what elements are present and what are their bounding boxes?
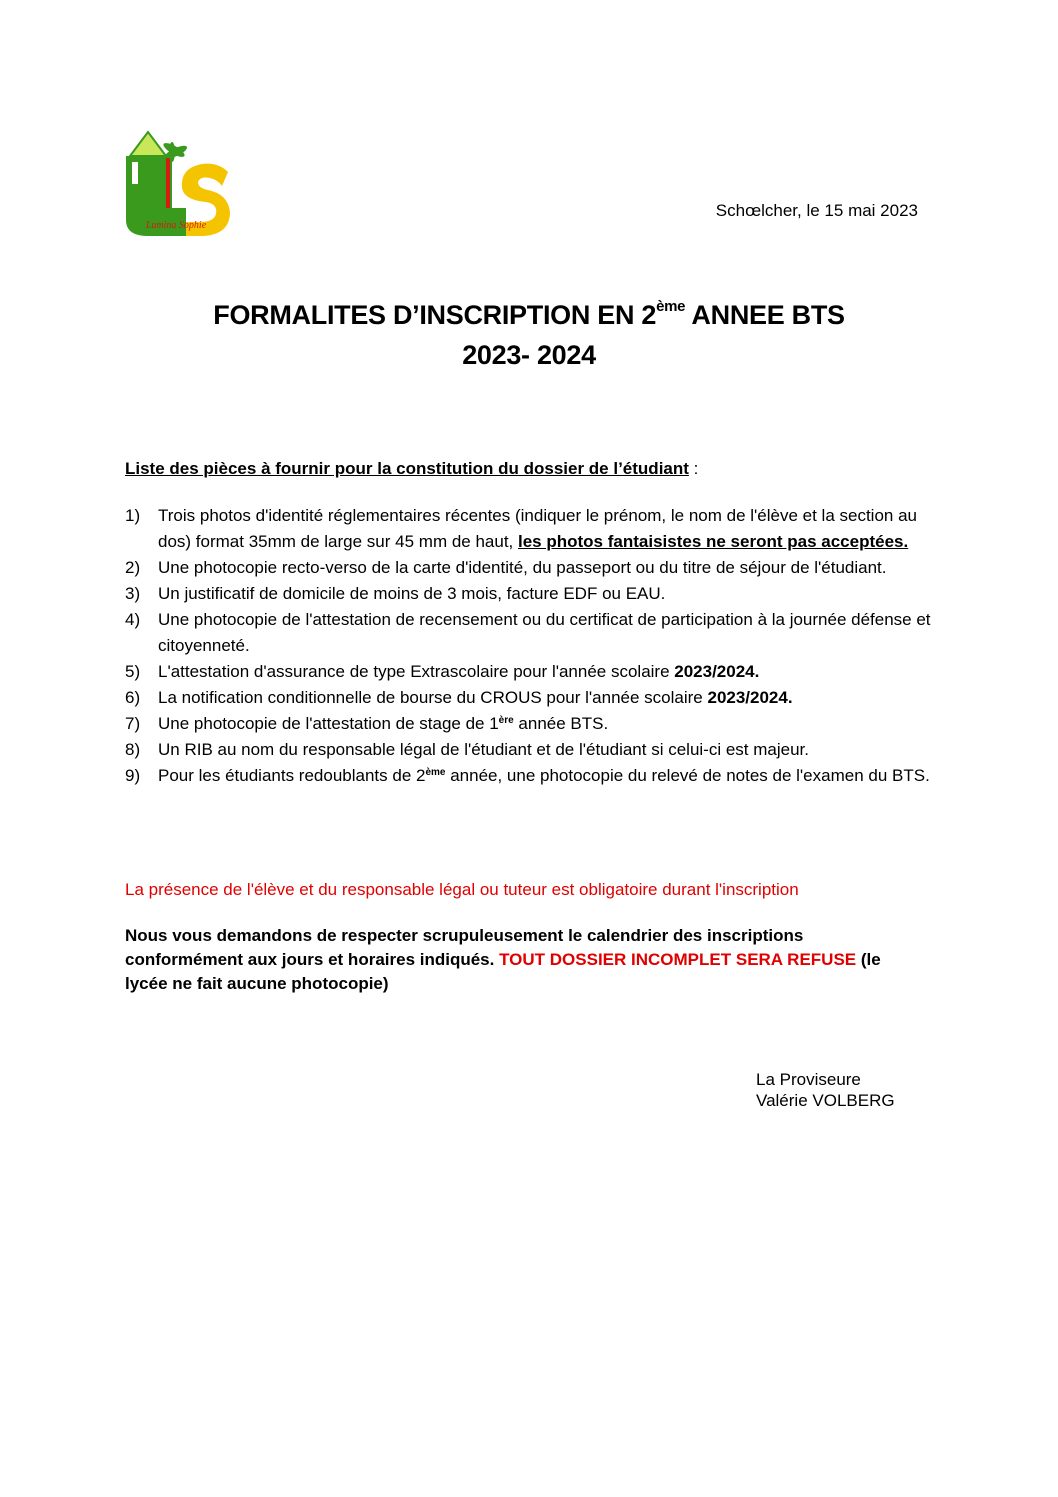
- item-year: 2023/2024.: [707, 688, 793, 707]
- title-part: FORMALITES D’INSCRIPTION EN 2: [213, 300, 657, 330]
- item-year: 2023/2024.: [674, 662, 760, 681]
- item-text: Une photocopie de l'attestation de stage de 1: [158, 714, 499, 733]
- list-item: [125, 685, 945, 711]
- item-text: Un RIB au nom du responsable légal de l'étudiant et de l'étudiant si celui-ci est majeur.: [158, 740, 809, 759]
- signature-block: [756, 1069, 895, 1111]
- title-superscript: ème: [656, 298, 686, 315]
- item-text: année BTS.: [513, 714, 609, 733]
- list-item: [125, 503, 945, 555]
- list-item: [125, 659, 945, 685]
- item-text: Une photocopie recto-verso de la carte d'identité, du passeport ou du titre de séjour de l'étudiant.: [158, 558, 887, 577]
- signature-role: La Proviseure: [756, 1070, 861, 1089]
- item-number: 9): [125, 766, 141, 785]
- list-heading-suffix: :: [688, 459, 699, 478]
- list-item: [125, 737, 945, 763]
- item-number: 2): [125, 558, 141, 577]
- list-item: [125, 711, 945, 737]
- item-number: 3): [125, 584, 141, 603]
- item-text: Une photocopie de l'attestation de recensement ou du certificat de participation à la journée défense et citoyenneté.: [158, 610, 931, 655]
- closing-paragraph: [125, 924, 925, 996]
- list-heading-text: Liste des pièces à fournir pour la constitution du dossier de l’étudiant: [125, 459, 689, 478]
- item-superscript: ème: [425, 767, 446, 778]
- list-item: [125, 555, 945, 581]
- item-text: L'attestation d'assurance de type Extrascolaire pour l'année scolaire: [158, 662, 675, 681]
- item-number: 1): [125, 506, 141, 525]
- item-number: 5): [125, 662, 141, 681]
- item-emphasis: les photos fantaisistes ne seront pas acceptées.: [518, 532, 909, 551]
- item-number: 7): [125, 714, 141, 733]
- closing-text: (le lycée ne fait aucune photocopie): [125, 950, 881, 993]
- item-number: 8): [125, 740, 141, 759]
- required-documents-list: [125, 503, 945, 789]
- item-number: 4): [125, 610, 141, 629]
- item-text: année, une photocopie du relevé de notes de l'examen du BTS.: [445, 766, 930, 785]
- item-superscript: ère: [498, 715, 514, 726]
- logo-script: Lumina Sophie: [145, 220, 207, 231]
- list-item: [125, 581, 945, 607]
- item-text: Pour les étudiants redoublants de 2: [158, 766, 426, 785]
- date-line: Schœlcher, le 15 mai 2023: [715, 201, 918, 220]
- attendance-notice: La présence de l'élève et du responsable légal ou tuteur est obligatoire durant l'inscription: [125, 880, 799, 899]
- signature-name: Valérie VOLBERG: [756, 1091, 895, 1110]
- list-item: [125, 607, 945, 659]
- list-heading: [125, 459, 698, 479]
- item-number: 6): [125, 688, 141, 707]
- title-part: ANNEE BTS: [685, 300, 845, 330]
- item-text: La notification conditionnelle de bourse du CROUS pour l'année scolaire: [158, 688, 708, 707]
- item-text: Un justificatif de domicile de moins de 3 mois, facture EDF ou EAU.: [158, 584, 666, 603]
- closing-text: Nous vous demandons de respecter scrupuleusement le calendrier des inscriptions conformément aux jours et horaires indiqués.: [125, 926, 804, 969]
- document-year: 2023- 2024: [462, 340, 596, 370]
- document-title: [0, 300, 1058, 331]
- school-logo: [118, 128, 238, 238]
- incomplete-warning: TOUT DOSSIER INCOMPLET SERA REFUSE: [499, 950, 857, 969]
- list-item: [125, 763, 945, 789]
- item-text: Trois photos d'identité réglementaires récentes (indiquer le prénom, le nom de l'élève et la section au dos) format 35mm de large sur 45 mm de haut,: [158, 506, 917, 551]
